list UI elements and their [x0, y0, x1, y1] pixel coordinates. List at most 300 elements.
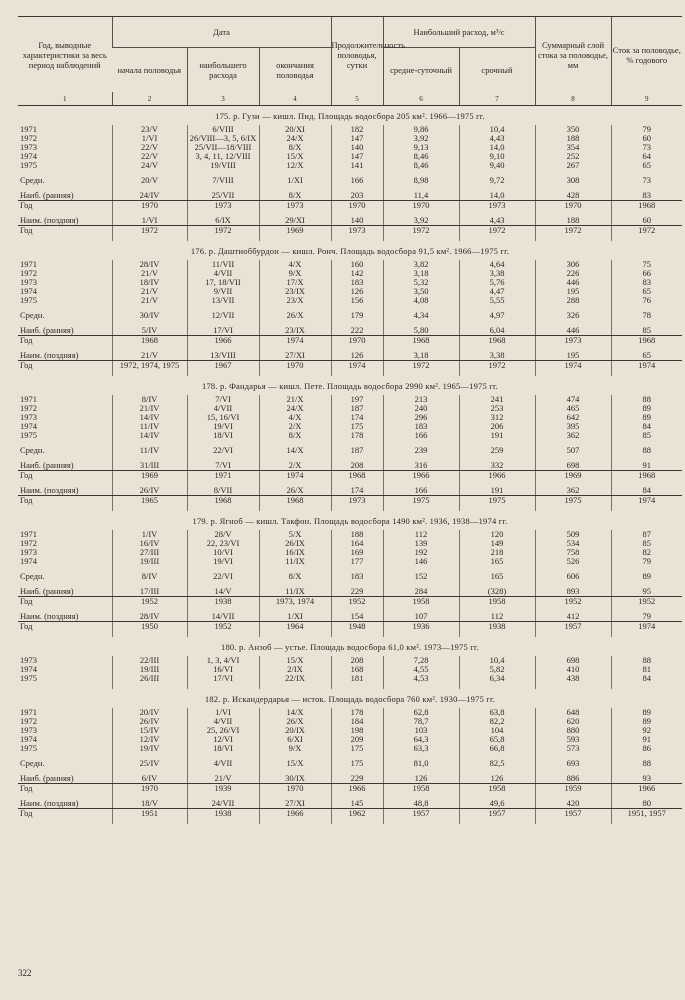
table-cell: 9/X	[259, 269, 331, 278]
row-label: 1972	[20, 133, 37, 143]
table-cell: 312	[459, 413, 535, 422]
table-row	[18, 260, 682, 269]
table-cell: 197	[331, 395, 383, 404]
table-cell: 12/VI	[187, 735, 259, 744]
table-cell: 1968	[611, 471, 682, 481]
table-cell: 63,3	[383, 744, 459, 753]
table-cell: 174	[331, 486, 383, 496]
spacer-cell	[18, 818, 112, 824]
table-cell: 89	[611, 708, 682, 717]
table-cell: 573	[535, 744, 611, 753]
table-cell: 28/IV	[112, 260, 187, 269]
table-cell: 107	[383, 612, 459, 622]
table-cell: 288	[535, 296, 611, 305]
table-cell: 103	[383, 726, 459, 735]
table-cell: 5,32	[383, 278, 459, 287]
row-label: 1975	[20, 743, 37, 753]
table-cell: 4/X	[259, 260, 331, 269]
table-cell: 1975	[535, 496, 611, 506]
table-cell: 164	[331, 539, 383, 548]
table-cell: 12/VII	[187, 311, 259, 320]
table-cell: 89	[611, 413, 682, 422]
table-cell: 3,92	[383, 134, 459, 143]
table-row	[18, 404, 682, 413]
table-cell: 8/IV	[112, 395, 187, 404]
table-cell: 18/VI	[187, 431, 259, 440]
table-cell: 8/X	[259, 143, 331, 152]
table-cell: 1966	[459, 471, 535, 481]
row-label: Год	[20, 200, 33, 210]
table-cell: 120	[459, 530, 535, 539]
table-cell: 4,55	[383, 665, 459, 674]
table-cell: 140	[331, 216, 383, 226]
table-cell: 19/VIII	[187, 161, 259, 170]
table-cell: 1968	[259, 496, 331, 506]
table-cell: 17/VI	[187, 674, 259, 683]
table-cell: 1952	[187, 622, 259, 632]
table-cell: 87	[611, 530, 682, 539]
table-cell: 188	[535, 216, 611, 226]
table-cell: 886	[535, 774, 611, 784]
table-cell: 1972	[459, 226, 535, 236]
table-cell: 4,53	[383, 674, 459, 683]
table-cell: 1974	[611, 361, 682, 371]
table-cell: 1957	[535, 622, 611, 632]
table-cell: 7/VI	[187, 395, 259, 404]
table-cell: 14/IV	[112, 413, 187, 422]
table-cell: 1970	[331, 201, 383, 211]
table-cell: 26/IX	[259, 539, 331, 548]
table-cell: 1951, 1957	[611, 809, 682, 819]
table-cell: 5,82	[459, 665, 535, 674]
table-cell: 1974	[331, 361, 383, 371]
table-cell: 65	[611, 161, 682, 170]
table-cell: 1969	[259, 226, 331, 236]
table-cell: 1938	[187, 809, 259, 819]
table-cell: 79	[611, 557, 682, 566]
table-cell: 1967	[187, 361, 259, 371]
table-cell: 209	[331, 735, 383, 744]
table-cell: 26/III	[112, 674, 187, 683]
table-cell: 1958	[383, 597, 459, 607]
row-label: Год	[20, 225, 33, 235]
table-cell: 6,34	[459, 674, 535, 683]
table-cell: 507	[535, 446, 611, 455]
table-cell: 1966	[259, 809, 331, 819]
table-cell: 350	[535, 125, 611, 134]
table-cell: 26/VIII—3, 5, 6/IX	[187, 134, 259, 143]
table-cell: 1968	[331, 471, 383, 481]
spacer-cell	[459, 818, 535, 824]
table-cell: 187	[331, 404, 383, 413]
table-cell: 5/X	[259, 530, 331, 539]
table-cell: 147	[331, 152, 383, 161]
table-cell: 25/IV	[112, 759, 187, 768]
row-label: 1974	[20, 286, 37, 296]
table-cell: 4,64	[459, 260, 535, 269]
table-cell: 169	[331, 548, 383, 557]
table-cell: 112	[459, 612, 535, 622]
table-cell: 474	[535, 395, 611, 404]
table-cell: 1938	[459, 622, 535, 632]
table-cell: 66	[611, 269, 682, 278]
table-cell: 145	[331, 799, 383, 809]
table-cell: 182	[331, 125, 383, 134]
table-cell: 1948	[331, 622, 383, 632]
table-cell: 64,3	[383, 735, 459, 744]
table-cell: 4,34	[383, 311, 459, 320]
table-cell: 191	[459, 431, 535, 440]
table-cell: 758	[535, 548, 611, 557]
table-cell: 1973	[331, 496, 383, 506]
table-row	[18, 336, 682, 346]
table-cell: 1957	[459, 809, 535, 819]
table-row	[18, 708, 682, 717]
table-cell: 1972	[535, 226, 611, 236]
table-cell: 9,86	[383, 125, 459, 134]
table-cell: 112	[383, 530, 459, 539]
table-cell: 89	[611, 572, 682, 581]
table-cell: 252	[535, 152, 611, 161]
table-cell: 3,38	[459, 269, 535, 278]
section-title: 176. р. Даштиоббурдон — кишл. Ронч. Площадь водосбора 91,5 км². 1966—1975 гг.	[190, 245, 510, 256]
table-cell: 1952	[331, 597, 383, 607]
table-cell: 60	[611, 134, 682, 143]
table-cell: 11,4	[383, 191, 459, 201]
table-cell: 26/X	[259, 311, 331, 320]
table-cell: 26/IV	[112, 486, 187, 496]
table-cell: 1959	[535, 784, 611, 794]
table-cell: 78	[611, 311, 682, 320]
table-cell: 1/VI	[112, 216, 187, 226]
row-label: 1973	[20, 655, 37, 665]
row-label: 1973	[20, 725, 37, 735]
table-row	[18, 809, 682, 819]
row-label: Год	[20, 621, 33, 631]
table-cell: 4,43	[459, 216, 535, 226]
table-row	[18, 496, 682, 506]
table-cell: 23/IX	[259, 326, 331, 336]
table-cell: 4/VII	[187, 759, 259, 768]
table-cell: 89	[611, 717, 682, 726]
table-cell: 1968	[187, 496, 259, 506]
table-cell: 15/X	[259, 656, 331, 665]
table-cell: 184	[331, 717, 383, 726]
table-cell: 10/VI	[187, 548, 259, 557]
table-cell: 27/III	[112, 548, 187, 557]
table-cell: 1939	[187, 784, 259, 794]
table-cell: 1970	[331, 336, 383, 346]
table-cell: 2/X	[259, 422, 331, 431]
table-cell: 1964	[259, 622, 331, 632]
table-cell: 27/XI	[259, 351, 331, 361]
table-cell: 3,18	[383, 269, 459, 278]
row-label: Средн.	[20, 571, 45, 581]
table-cell: 78,7	[383, 717, 459, 726]
table-cell: 893	[535, 587, 611, 597]
table-cell: 206	[459, 422, 535, 431]
spacer-cell	[383, 818, 459, 824]
table-row	[18, 311, 682, 320]
table-cell: 24/V	[112, 161, 187, 170]
table-cell: 316	[383, 461, 459, 471]
table-cell: 1950	[112, 622, 187, 632]
table-cell: 9/X	[259, 744, 331, 753]
table-row	[18, 548, 682, 557]
table-row	[18, 143, 682, 152]
table-cell: 166	[331, 176, 383, 185]
table-cell: 3, 4, 11, 12/VIII	[187, 152, 259, 161]
table-cell: 3,50	[383, 287, 459, 296]
section-title: 179. р. Ягноб — кишл. Такфон. Площадь водосбора 1490 км². 1936, 1938—1974 гг.	[192, 515, 508, 526]
table-cell: 73	[611, 176, 682, 185]
table-header	[18, 17, 682, 106]
table-cell: 226	[535, 269, 611, 278]
table-cell: 534	[535, 539, 611, 548]
table-cell: 24/IV	[112, 191, 187, 201]
table-cell: 1968	[459, 336, 535, 346]
table-cell: 146	[383, 557, 459, 566]
table-cell: 880	[535, 726, 611, 735]
table-cell: 187	[331, 446, 383, 455]
table-row	[18, 530, 682, 539]
table-cell: 11/VII	[187, 260, 259, 269]
table-cell: 175	[331, 759, 383, 768]
table-cell: 18/IV	[112, 278, 187, 287]
table-cell: 88	[611, 759, 682, 768]
table-cell: 9,72	[459, 176, 535, 185]
table-cell: 15/X	[259, 759, 331, 768]
table-cell: 3,92	[383, 216, 459, 226]
row-label: 1972	[20, 403, 37, 413]
row-label: 1973	[20, 412, 37, 422]
table-cell: 82,2	[459, 717, 535, 726]
table-cell: 1970	[383, 201, 459, 211]
table-cell: 1969	[112, 471, 187, 481]
table-cell: 20/IV	[112, 708, 187, 717]
table-cell: 139	[383, 539, 459, 548]
table-cell: 465	[535, 404, 611, 413]
table-cell: 1968	[611, 336, 682, 346]
section-title: 182. р. Искандердарья — исток. Площадь водосбора 760 км². 1930—1975 гг.	[204, 693, 496, 704]
table-cell: 168	[331, 665, 383, 674]
row-label: Год	[20, 335, 33, 345]
table-cell: 395	[535, 422, 611, 431]
table-cell: 21/V	[112, 287, 187, 296]
section-title-row	[18, 376, 682, 395]
table-cell: 14/VII	[187, 612, 259, 622]
table-cell: 22, 23/VI	[187, 539, 259, 548]
row-label: Год	[20, 808, 33, 818]
table-cell: 1975	[383, 496, 459, 506]
table-cell: 17/III	[112, 587, 187, 597]
table-cell: 1973	[459, 201, 535, 211]
table-cell: 93	[611, 774, 682, 784]
table-cell: 81,0	[383, 759, 459, 768]
table-cell: 4/VII	[187, 717, 259, 726]
table-row	[18, 446, 682, 455]
table-cell: 188	[535, 134, 611, 143]
table-cell: 1952	[535, 597, 611, 607]
table-cell: 22/VI	[187, 572, 259, 581]
row-label: 1973	[20, 277, 37, 287]
table-cell: 65	[611, 287, 682, 296]
table-cell: 1966	[383, 471, 459, 481]
table-cell: 296	[383, 413, 459, 422]
table-cell: 1975	[459, 496, 535, 506]
row-label: Наим. (поздняя)	[18, 612, 112, 622]
row-label: Год	[20, 360, 33, 370]
table-row	[18, 759, 682, 768]
table-cell: 1952	[112, 597, 187, 607]
table-cell: 9,10	[459, 152, 535, 161]
table-cell: 15/IV	[112, 726, 187, 735]
table-cell: 8,98	[383, 176, 459, 185]
row-label: Наим. (поздняя)	[18, 216, 112, 226]
table-cell: 22/IX	[259, 674, 331, 683]
table-cell: 89	[611, 404, 682, 413]
table-cell: 178	[331, 708, 383, 717]
column-number: 1	[18, 92, 112, 106]
table-cell: 1968	[112, 336, 187, 346]
section-title: 180. р. Анзоб — устье. Площадь водосбора 61,0 км². 1973—1975 гг.	[221, 641, 479, 652]
row-label: 1971	[20, 707, 37, 717]
table-cell: 20/V	[112, 176, 187, 185]
table-cell: 48,8	[383, 799, 459, 809]
table-cell: 218	[459, 548, 535, 557]
table-cell: 20/IX	[259, 726, 331, 735]
table-cell: 362	[535, 431, 611, 440]
table-cell: 23/V	[112, 125, 187, 134]
table-row	[18, 431, 682, 440]
table-cell: 8/VII	[187, 486, 259, 496]
row-label: Наиб. (ранняя)	[18, 191, 112, 201]
table-cell: 14,0	[459, 191, 535, 201]
table-cell: 25/VII	[187, 191, 259, 201]
table-cell: 17, 18/VII	[187, 278, 259, 287]
table-cell: 1966	[611, 784, 682, 794]
table-row	[18, 296, 682, 305]
table-row	[18, 152, 682, 161]
row-label: Средн.	[20, 175, 45, 185]
spacer-row	[18, 818, 682, 824]
table-cell: 446	[535, 278, 611, 287]
table-cell: 1952	[611, 597, 682, 607]
table-cell: 22/V	[112, 152, 187, 161]
table-cell: 10,4	[459, 656, 535, 665]
column-number: 2	[112, 92, 187, 106]
column-number: 8	[535, 92, 611, 106]
table-cell: 140	[331, 143, 383, 152]
row-label: Средн.	[20, 758, 45, 768]
col-year-header: Год, выводные характеристики за весь период наблюдений	[18, 17, 112, 93]
table-cell: 16/IX	[259, 548, 331, 557]
table-cell: 1974	[611, 496, 682, 506]
table-cell: 208	[331, 656, 383, 665]
table-cell: 24/VII	[187, 799, 259, 809]
table-cell: 9/VII	[187, 287, 259, 296]
table-cell: 82,5	[459, 759, 535, 768]
date-end-header: окончания половодья	[259, 48, 331, 93]
table-cell: 1936	[383, 622, 459, 632]
table-cell: 8/X	[259, 191, 331, 201]
table-cell: 165	[459, 572, 535, 581]
table-cell: 80	[611, 799, 682, 809]
table-cell: 175	[331, 422, 383, 431]
table-cell: 1965	[112, 496, 187, 506]
table-cell: 1951	[112, 809, 187, 819]
table-cell: 65,8	[459, 735, 535, 744]
row-label: Год	[20, 470, 33, 480]
table-cell: 241	[459, 395, 535, 404]
date-start-header: начала половодья	[117, 65, 181, 75]
table-row	[18, 784, 682, 794]
table-cell: 13/VIII	[187, 351, 259, 361]
section-title-row	[18, 689, 682, 708]
table-cell: 22/III	[112, 656, 187, 665]
table-cell: 410	[535, 665, 611, 674]
table-cell: 5,76	[459, 278, 535, 287]
row-label: 1972	[20, 716, 37, 726]
column-number: 9	[611, 92, 682, 106]
table-row	[18, 269, 682, 278]
table-cell: 10,4	[459, 125, 535, 134]
table-cell: 9,40	[459, 161, 535, 170]
date-group-header: Дата	[112, 17, 331, 48]
table-cell: 1973	[259, 201, 331, 211]
table-cell: 15/X	[259, 152, 331, 161]
table-cell: 6/IV	[112, 774, 187, 784]
table-cell: 91	[611, 735, 682, 744]
table-cell: 6/XI	[259, 735, 331, 744]
table-cell: 88	[611, 656, 682, 665]
table-cell: 240	[383, 404, 459, 413]
table-cell: 698	[535, 461, 611, 471]
table-row	[18, 471, 682, 481]
table-cell: 1962	[331, 809, 383, 819]
table-cell: 12/IV	[112, 735, 187, 744]
table-row	[18, 674, 682, 683]
table-cell: 306	[535, 260, 611, 269]
table-cell: 92	[611, 726, 682, 735]
table-cell: 195	[535, 287, 611, 296]
table-cell: 79	[611, 612, 682, 622]
table-cell: 446	[535, 326, 611, 336]
table-cell: 3,82	[383, 260, 459, 269]
table-cell: 267	[535, 161, 611, 170]
table-row	[18, 422, 682, 431]
table-cell: 1968	[383, 336, 459, 346]
table-cell: 1957	[383, 809, 459, 819]
table-cell: 66,8	[459, 744, 535, 753]
table-cell: 1/VI	[112, 134, 187, 143]
table-cell: 79	[611, 125, 682, 134]
table-cell: 6/IX	[187, 216, 259, 226]
spacer-cell	[187, 818, 259, 824]
row-label: 1974	[20, 664, 37, 674]
table-cell: 606	[535, 572, 611, 581]
table-cell: 104	[459, 726, 535, 735]
table-cell: 1972	[187, 226, 259, 236]
row-label: 1974	[20, 556, 37, 566]
table-cell: 165	[459, 557, 535, 566]
table-cell: 126	[331, 351, 383, 361]
table-cell: 2/X	[259, 461, 331, 471]
table-cell: 642	[535, 413, 611, 422]
table-cell: 20/XI	[259, 125, 331, 134]
table-cell: 8,46	[383, 152, 459, 161]
runoff-header: Суммарный слой стока за половодье, мм	[535, 17, 611, 93]
